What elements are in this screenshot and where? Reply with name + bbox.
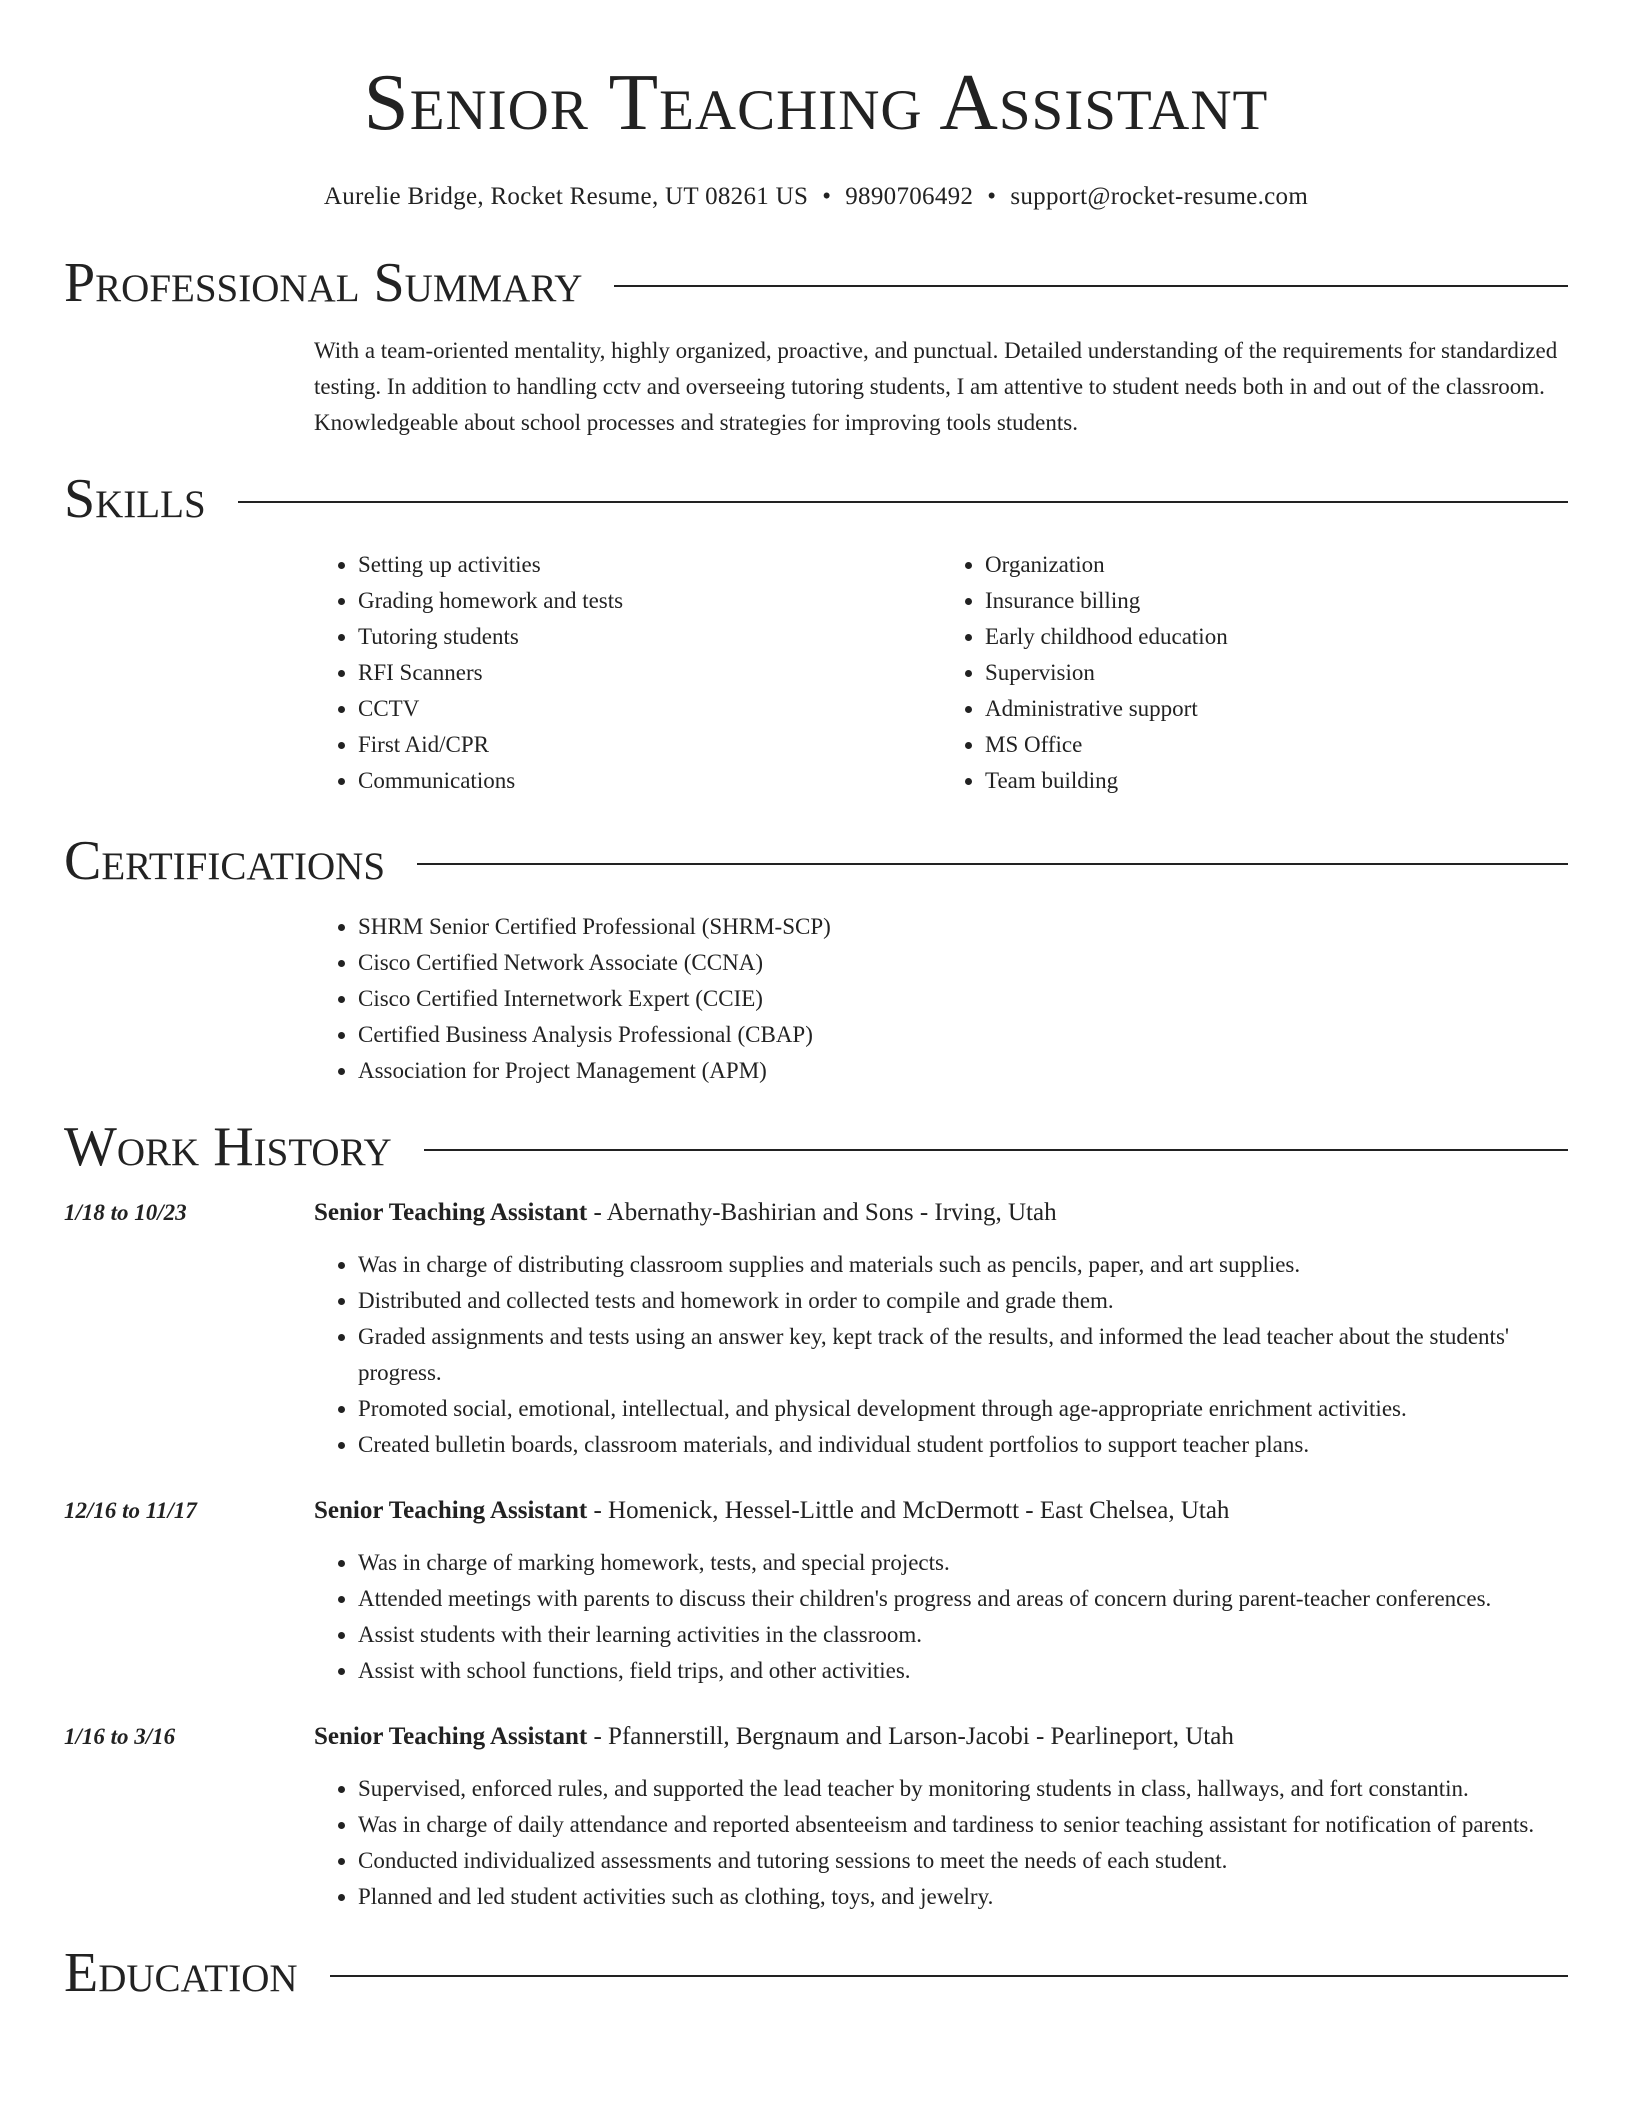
skills-column-right [941,547,1568,799]
job-bullet: • Assist with school functions, field trips, and other activities. [358,1653,1568,1689]
certifications-section-header [64,830,1568,892]
skill-item: • Organization [985,547,1568,583]
summary-section-header [64,252,1568,314]
work-title: Work History [64,1116,392,1178]
skill-item: • CCTV [358,691,941,727]
job-bullet: • Was in charge of daily attendance and reported absenteeism and tardiness to senior teaching assistant for notification of parents. [358,1807,1568,1843]
section-divider [417,863,1568,865]
certification-item: • SHRM Senior Certified Professional (SHRM-SCP) [358,909,1568,945]
skill-item: • Setting up activities [358,547,941,583]
job-bullet: • Distributed and collected tests and homework in order to compile and grade them. [358,1283,1568,1319]
job-title-line [314,1493,1568,1529]
job-bullet: • Supervised, enforced rules, and supported the lead teacher by monitoring students in class, hallways, and fort constantin. [358,1771,1568,1807]
job-dates: 12/16 to 11/17 [64,1498,197,1523]
skill-item: • Early childhood education [985,619,1568,655]
skill-item: • Grading homework and tests [358,583,941,619]
work-section-header [64,1116,1568,1178]
certification-item: • Certified Business Analysis Professional (CBAP) [358,1017,1568,1053]
job-bullet: • Conducted individualized assessments and tutoring sessions to meet the needs of each student. [358,1843,1568,1879]
certifications-title: Certifications [64,830,386,892]
certification-item: • Association for Project Management (APM) [358,1053,1568,1089]
skill-item: • MS Office [985,727,1568,763]
job-entry [64,1493,1568,1689]
job-entry [64,1195,1568,1463]
job-bullet: • Graded assignments and tests using an answer key, kept track of the results, and informed the lead teacher about the students' progress. [358,1319,1568,1391]
education-title: Education [64,1942,298,2004]
skill-item: • Team building [985,763,1568,799]
skills-title: Skills [64,468,206,530]
job-bullet: • Was in charge of distributing classroom supplies and materials such as pencils, paper, and art supplies. [358,1247,1568,1283]
summary-text: With a team-oriented mentality, highly organized, proactive, and punctual. Detailed understanding of the requirements for standardized testing. In addition to handling cctv and overseeing tutoring students, I am attentive to student needs both in and out of the classroom. Knowledgeable about school processes and strategies for improving tools students. [314,338,1558,435]
job-bullets [314,1771,1568,1915]
skill-item: • Communications [358,763,941,799]
contact-phone: 9890706492 [845,183,974,210]
job-bullet: • Assist students with their learning activities in the classroom. [358,1617,1568,1653]
job-company: - Abernathy-Bashirian and Sons - Irving, Utah [587,1199,1057,1226]
certification-item: • Cisco Certified Network Associate (CCNA) [358,945,1568,981]
certification-item: • Cisco Certified Internetwork Expert (CCIE) [358,981,1568,1017]
education-section-header [64,1942,1568,2004]
job-role: Senior Teaching Assistant [314,1199,588,1226]
skills-column-left [314,547,941,799]
job-bullet: • Promoted social, emotional, intellectual, and physical development through age-appropriate enrichment activities. [358,1391,1568,1427]
resume-name: Senior Teaching Assistant [363,57,1269,147]
contact-email[interactable]: support@rocket-resume.com [1010,183,1309,210]
summary-title: Professional Summary [64,252,583,314]
section-divider [424,1149,1568,1151]
contact-line [64,183,1568,211]
job-bullets [314,1545,1568,1689]
job-title-line [314,1195,1568,1231]
skill-item: • RFI Scanners [358,655,941,691]
job-title-line [314,1719,1568,1755]
contact-separator: • [822,183,832,210]
section-divider [238,501,1568,503]
skill-item: • Insurance billing [985,583,1568,619]
certifications-list [314,909,1568,1089]
job-bullets [314,1247,1568,1463]
skills-list [314,547,1568,799]
job-entry [64,1719,1568,1915]
contact-address: Aurelie Bridge, Rocket Resume, UT 08261 US [323,183,809,210]
skills-section-header [64,468,1568,530]
section-divider [330,1975,1568,1977]
skill-item: • Administrative support [985,691,1568,727]
skill-item: • Supervision [985,655,1568,691]
job-company: - Pfannerstill, Bergnaum and Larson-Jacobi - Pearlineport, Utah [587,1723,1234,1750]
job-bullet: • Created bulletin boards, classroom materials, and individual student portfolios to support teacher plans. [358,1427,1568,1463]
contact-separator: • [987,183,997,210]
job-bullet: • Was in charge of marking homework, tests, and special projects. [358,1545,1568,1581]
job-role: Senior Teaching Assistant [314,1497,588,1524]
job-company: - Homenick, Hessel-Little and McDermott - East Chelsea, Utah [587,1497,1230,1524]
job-bullet: • Planned and led student activities such as clothing, toys, and jewelry. [358,1879,1568,1915]
skill-item: • First Aid/CPR [358,727,941,763]
job-role: Senior Teaching Assistant [314,1723,588,1750]
job-bullet: • Attended meetings with parents to discuss their children's progress and areas of concern during parent-teacher conferences. [358,1581,1568,1617]
job-dates: 1/16 to 3/16 [64,1724,176,1749]
job-dates: 1/18 to 10/23 [64,1200,187,1225]
skill-item: • Tutoring students [358,619,941,655]
section-divider [614,285,1568,287]
